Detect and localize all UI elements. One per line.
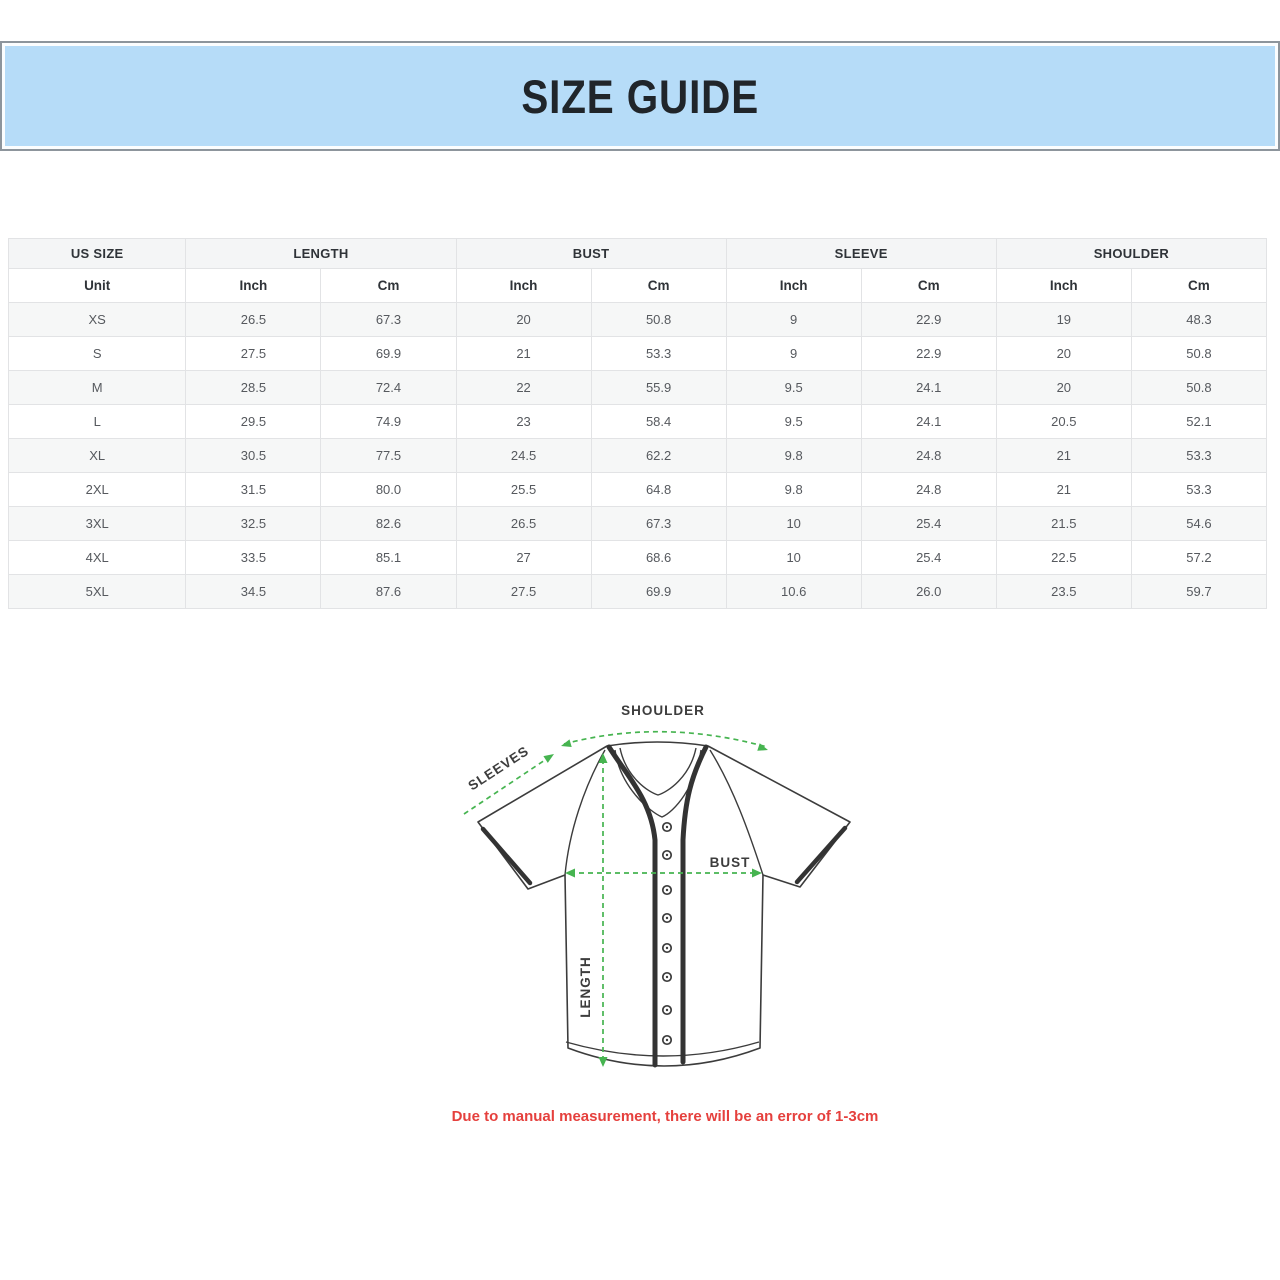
bust-label: BUST: [709, 855, 751, 870]
measurement-cell: 28.5: [186, 371, 321, 405]
measurement-cell: 27: [456, 541, 591, 575]
measurement-cell: 62.2: [591, 439, 726, 473]
measurement-cell: 50.8: [1131, 371, 1266, 405]
measurement-cell: 20: [456, 303, 591, 337]
measurement-cell: 21: [996, 439, 1131, 473]
measurement-cell: 54.6: [1131, 507, 1266, 541]
measurement-cell: 23: [456, 405, 591, 439]
measurement-cell: 80.0: [321, 473, 456, 507]
measurement-cell: 59.7: [1131, 575, 1266, 609]
measurement-cell: 21: [996, 473, 1131, 507]
measurement-cell: 9.8: [726, 439, 861, 473]
size-label-cell: 4XL: [9, 541, 186, 575]
jersey-measurement-diagram: [452, 692, 872, 1092]
size-label-cell: S: [9, 337, 186, 371]
size-label-cell: 3XL: [9, 507, 186, 541]
jersey-outline: [478, 742, 850, 1066]
measurement-cell: 10: [726, 541, 861, 575]
measurement-cell: 67.3: [321, 303, 456, 337]
measurement-cell: 50.8: [1131, 337, 1266, 371]
size-label-cell: XS: [9, 303, 186, 337]
unit-header: Inch: [726, 269, 861, 303]
table-row: [9, 541, 1267, 575]
measurement-cell: 21.5: [996, 507, 1131, 541]
unit-header: Inch: [186, 269, 321, 303]
size-label-cell: 2XL: [9, 473, 186, 507]
measurement-cell: 72.4: [321, 371, 456, 405]
measurement-cell: 27.5: [456, 575, 591, 609]
table-row: [9, 371, 1267, 405]
measurement-cell: 57.2: [1131, 541, 1266, 575]
column-header-us-size: US SIZE: [9, 239, 186, 269]
unit-header: Unit: [9, 269, 186, 303]
table-row: [9, 473, 1267, 507]
shoulder-label: SHOULDER: [621, 703, 705, 718]
measurement-cell: 25.4: [861, 541, 996, 575]
measurement-cell: 22.9: [861, 303, 996, 337]
measurement-cell: 30.5: [186, 439, 321, 473]
size-table-container: [8, 238, 1267, 609]
measurement-cell: 67.3: [591, 507, 726, 541]
measurement-cell: 9.5: [726, 371, 861, 405]
measurement-cell: 25.5: [456, 473, 591, 507]
measurement-cell: 22: [456, 371, 591, 405]
measurement-cell: 58.4: [591, 405, 726, 439]
measurement-cell: 24.8: [861, 439, 996, 473]
measurement-cell: 21: [456, 337, 591, 371]
measurement-error-note: Due to manual measurement, there will be an error of 1-3cm: [451, 1108, 879, 1125]
measurement-cell: 74.9: [321, 405, 456, 439]
measurement-cell: 34.5: [186, 575, 321, 609]
table-row: [9, 303, 1267, 337]
measurement-cell: 20.5: [996, 405, 1131, 439]
measurement-cell: 25.4: [861, 507, 996, 541]
measurement-cell: 69.9: [321, 337, 456, 371]
measurement-cell: 19: [996, 303, 1131, 337]
unit-header: Inch: [996, 269, 1131, 303]
table-row: [9, 575, 1267, 609]
measurement-cell: 9: [726, 303, 861, 337]
measurement-cell: 53.3: [591, 337, 726, 371]
table-row: [9, 439, 1267, 473]
measurement-cell: 31.5: [186, 473, 321, 507]
measurement-cell: 9.8: [726, 473, 861, 507]
measurement-cell: 10: [726, 507, 861, 541]
size-label-cell: L: [9, 405, 186, 439]
measurement-cell: 53.3: [1131, 439, 1266, 473]
measurement-cell: 27.5: [186, 337, 321, 371]
unit-header: Cm: [591, 269, 726, 303]
measurement-cell: 69.9: [591, 575, 726, 609]
measurement-cell: 24.1: [861, 371, 996, 405]
column-header-bust: BUST: [456, 239, 726, 269]
page-title: SIZE GUIDE: [521, 69, 759, 123]
size-table: [8, 238, 1267, 609]
length-label: LENGTH: [578, 956, 593, 1018]
measurement-cell: 9.5: [726, 405, 861, 439]
size-label-cell: XL: [9, 439, 186, 473]
measurement-cell: 85.1: [321, 541, 456, 575]
table-row: [9, 337, 1267, 371]
measurement-cell: 32.5: [186, 507, 321, 541]
measurement-cell: 9: [726, 337, 861, 371]
table-unit-header-row: [9, 269, 1267, 303]
measurement-cell: 29.5: [186, 405, 321, 439]
measurement-cell: 87.6: [321, 575, 456, 609]
column-header-shoulder: SHOULDER: [996, 239, 1266, 269]
measurement-cell: 10.6: [726, 575, 861, 609]
column-header-sleeve: SLEEVE: [726, 239, 996, 269]
measurement-cell: 68.6: [591, 541, 726, 575]
unit-header: Inch: [456, 269, 591, 303]
measurement-cell: 24.5: [456, 439, 591, 473]
measurement-cell: 55.9: [591, 371, 726, 405]
measurement-cell: 26.0: [861, 575, 996, 609]
measurement-cell: 50.8: [591, 303, 726, 337]
measurement-cell: 77.5: [321, 439, 456, 473]
unit-header: Cm: [1131, 269, 1266, 303]
table-row: [9, 507, 1267, 541]
table-row: [9, 405, 1267, 439]
measurement-cell: 33.5: [186, 541, 321, 575]
measurement-cell: 20: [996, 371, 1131, 405]
unit-header: Cm: [321, 269, 456, 303]
sleeves-label: SLEEVES: [465, 743, 532, 794]
measurement-cell: 20: [996, 337, 1131, 371]
size-guide-banner: [0, 41, 1280, 151]
size-label-cell: 5XL: [9, 575, 186, 609]
measurement-cell: 26.5: [456, 507, 591, 541]
measurement-cell: 22.9: [861, 337, 996, 371]
jersey-diagram-svg: [452, 692, 872, 1092]
size-label-cell: M: [9, 371, 186, 405]
measurement-cell: 53.3: [1131, 473, 1266, 507]
measurement-cell: 52.1: [1131, 405, 1266, 439]
column-header-length: LENGTH: [186, 239, 456, 269]
table-group-header-row: [9, 239, 1267, 269]
measurement-cell: 82.6: [321, 507, 456, 541]
unit-header: Cm: [861, 269, 996, 303]
size-table-body: [9, 303, 1267, 609]
measurement-cell: 64.8: [591, 473, 726, 507]
measurement-cell: 48.3: [1131, 303, 1266, 337]
measurement-cell: 24.1: [861, 405, 996, 439]
measurement-cell: 23.5: [996, 575, 1131, 609]
measurement-cell: 26.5: [186, 303, 321, 337]
measurement-cell: 22.5: [996, 541, 1131, 575]
measurement-cell: 24.8: [861, 473, 996, 507]
